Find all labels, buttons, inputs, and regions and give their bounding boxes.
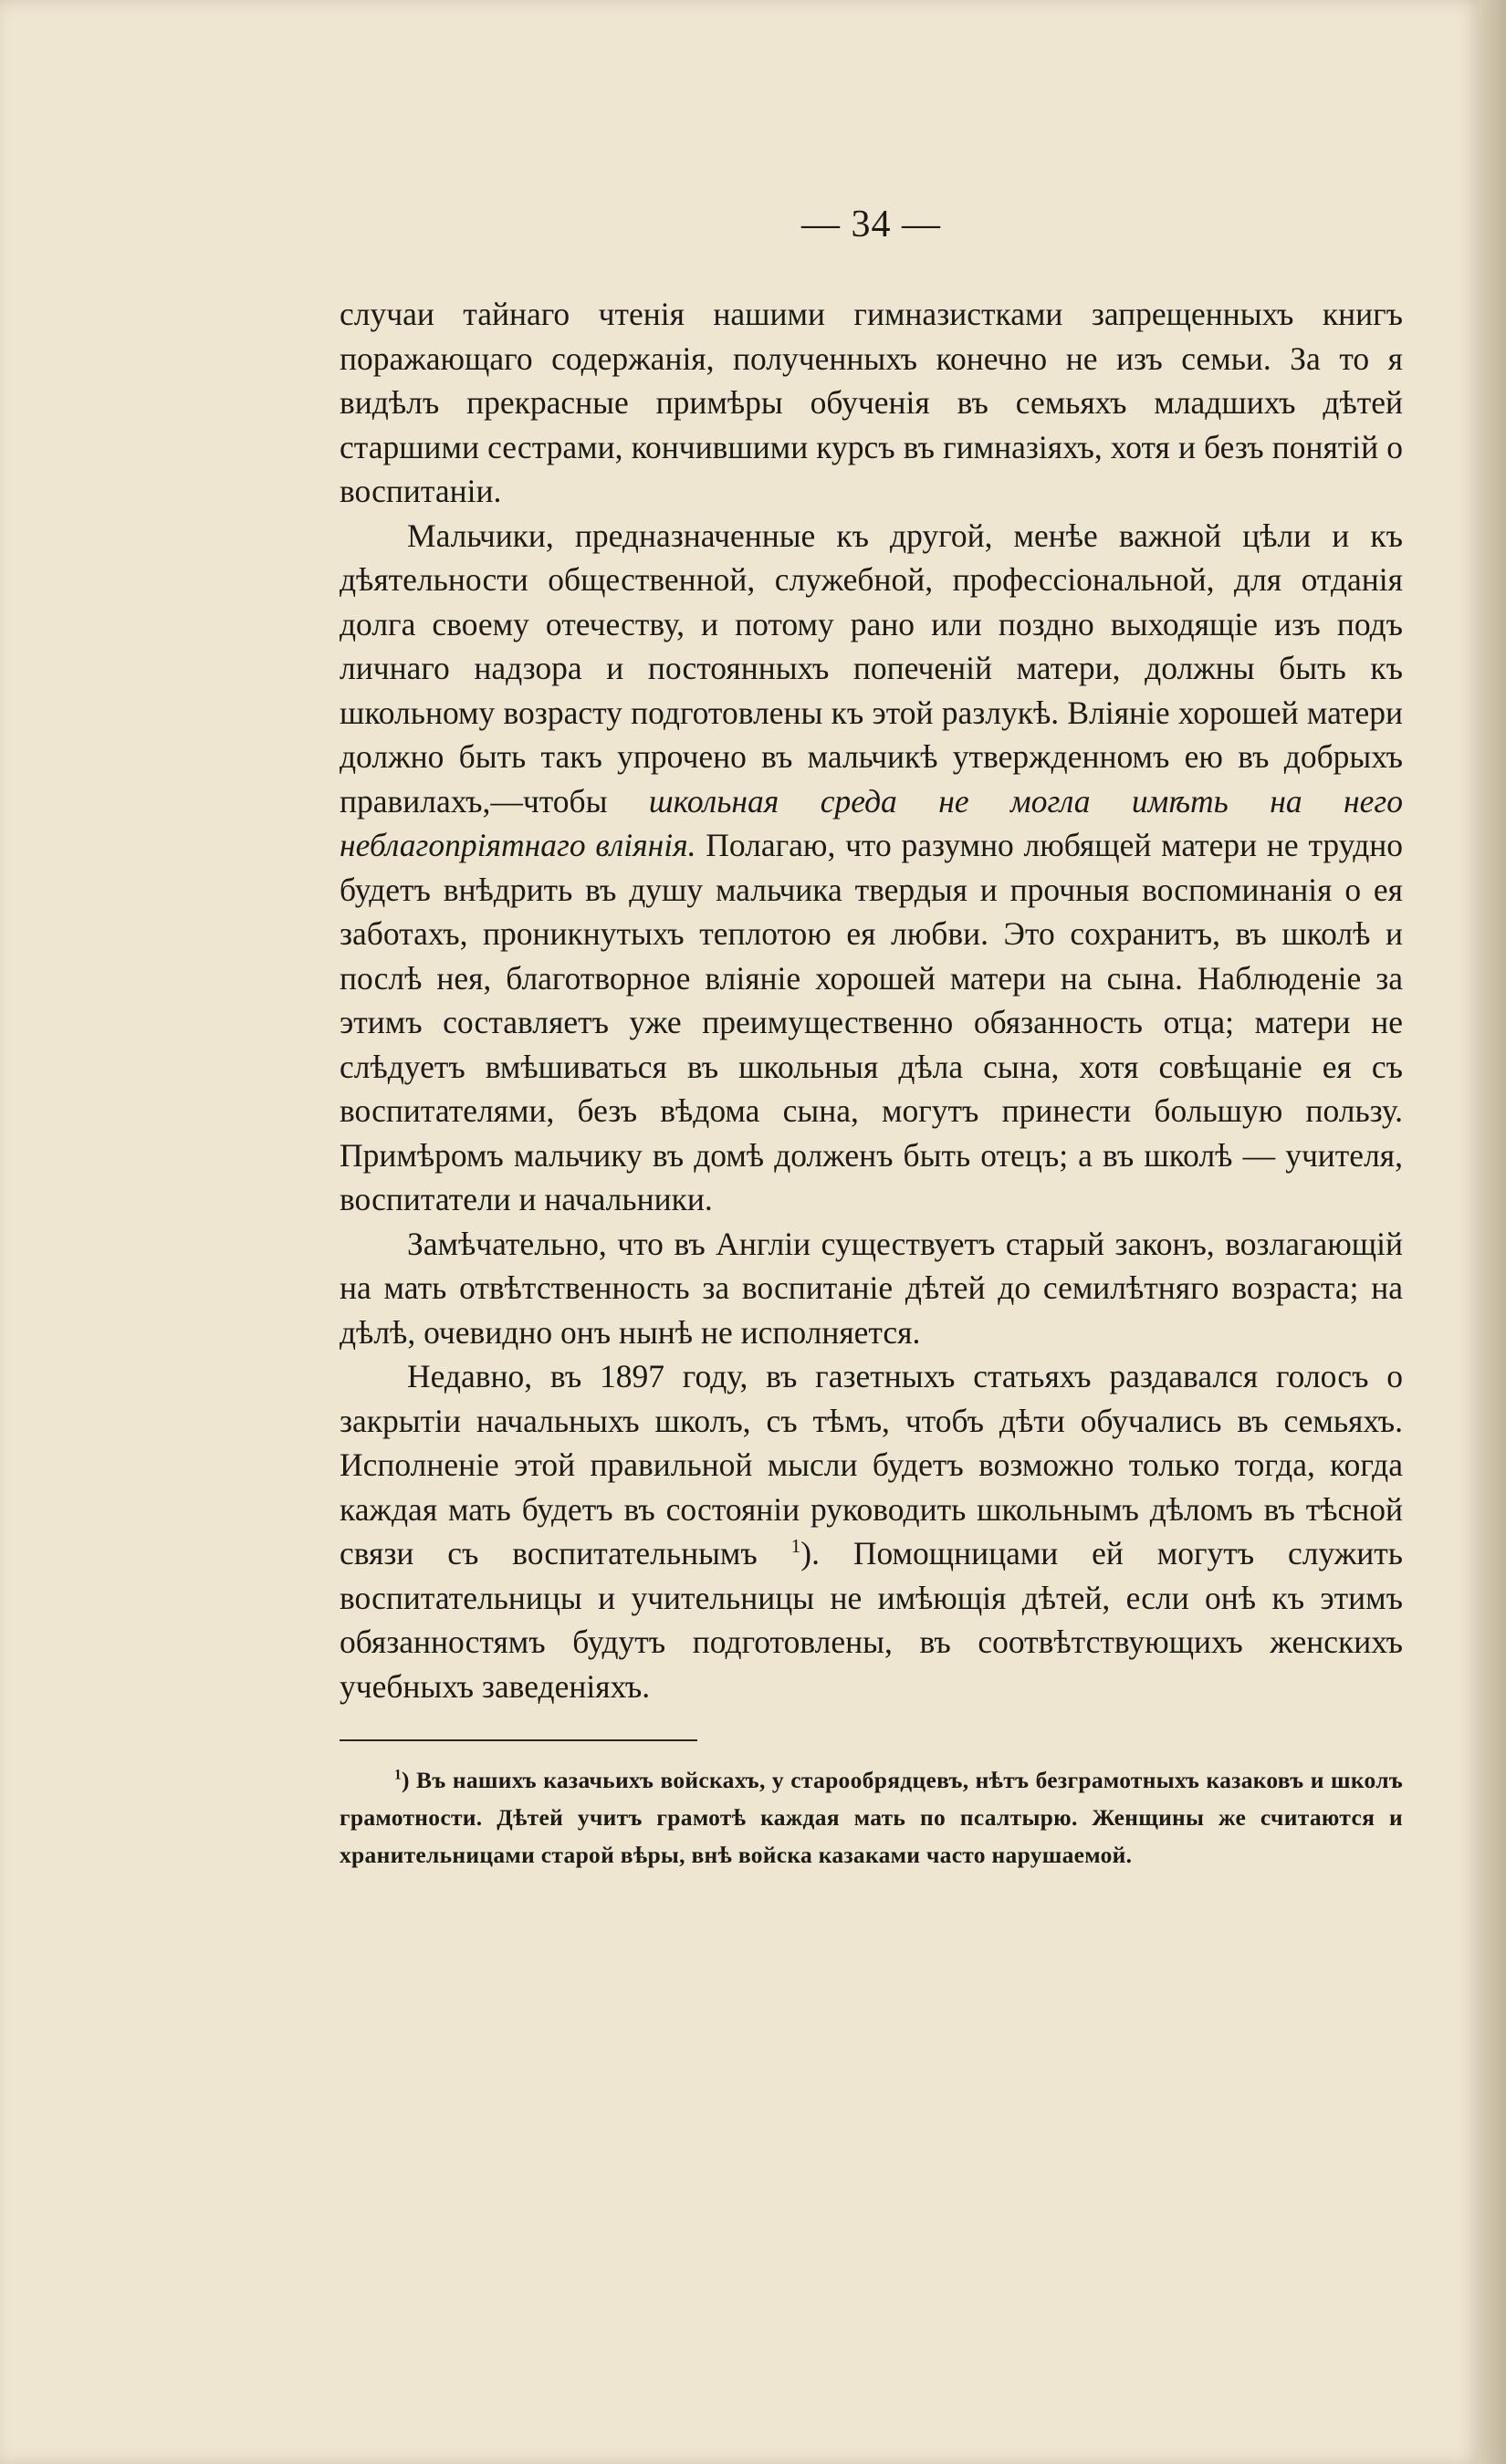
italic-phrase: школьная среда не могла имѣть на него неблагопріятнаго вліянія. (340, 782, 1403, 863)
text-segment: ). Помощницами ей могутъ служить воспитательницы и учительницы не имѣющія дѣтей, если онѣ къ этимъ обязанностямъ будутъ подготовлены, въ соотвѣтствующихъ женскихъ учебныхъ заведеніяхъ. (340, 1535, 1403, 1705)
body-text (340, 292, 1403, 1708)
paragraph (340, 1222, 1403, 1355)
text-segment: Недавно, въ 1897 году, въ газетныхъ статьяхъ раздавался голосъ о закрытіи начальныхъ школъ, съ тѣмъ, чтобъ дѣти обучались въ семьяхъ. Исполненіе этой правильной мысли будетъ возможно только тогда, когда каждая мать будетъ въ состояніи руководить школьнымъ дѣломъ въ тѣсной связи съ воспитательнымъ (340, 1358, 1403, 1571)
footnote (340, 1761, 1403, 1874)
paragraph (340, 514, 1403, 1222)
footnotes (340, 1761, 1403, 1874)
paragraph (340, 292, 1403, 514)
footnote-mark: 1 (394, 1767, 402, 1783)
text-segment: случаи тайнаго чтенія нашими гимназистками запрещенныхъ книгъ поражающаго содержанія, полученныхъ конечно не изъ семьи. За то я видѣлъ прекрасные примѣры обученія въ семьяхъ младшихъ дѣтей старшими сестрами, кончившими курсъ въ гимназіяхъ, хотя и безъ понятій о воспитаніи. (340, 296, 1403, 509)
footnote-text: ) Въ нашихъ казачьихъ войскахъ, у старообрядцевъ, нѣтъ безграмотныхъ казаковъ и школъ грамотности. Дѣтей учитъ грамотѣ каждая мать по псалтырю. Женщины же считаются и хранительницами старой вѣры, внѣ войска казаками часто нарушаемой. (340, 1767, 1403, 1868)
page-content (340, 203, 1403, 1874)
text-segment: Мальчики, предназначенные къ другой, менѣе важной цѣли и къ дѣятельности общественной, служебной, профессіональной, для отданія долга своему отечеству, и потому рано или поздно выходящіе изъ подъ личнаго надзора и постоянныхъ попеченій матери, должны быть къ школьному возрасту подготовлены къ этой разлукѣ. Вліяніе хорошей матери должно быть такъ упрочено въ мальчикѣ утвержденномъ ею въ добрыхъ правилахъ,—чтобы (340, 517, 1403, 820)
footnote-reference: 1 (790, 1535, 801, 1558)
page-number: — 34 — (801, 204, 941, 245)
page-edge (1479, 0, 1506, 2464)
footnote-separator (340, 1739, 697, 1741)
paragraph (340, 1354, 1403, 1708)
text-segment: Замѣчательно, что въ Англіи существуетъ старый законъ, возлагающій на мать отвѣтственность за воспитаніе дѣтей до семилѣтняго возраста; на дѣлѣ, очевидно онъ нынѣ не исполняется. (340, 1225, 1403, 1351)
text-segment: Полагаю, что разумно любящей матери не трудно будетъ внѣдрить въ душу мальчика твердыя и прочныя воспоминанія о ея заботахъ, проникнутыхъ теплотою ея любви. Это сохранитъ, въ школѣ и послѣ нея, благотворное вліяніе хорошей матери на сына. Наблюденіе за этимъ составляетъ уже преимущественно обязанность отца; матери не слѣдуетъ вмѣшиваться въ школьныя дѣла сына, хотя совѣщаніе ея съ воспитателями, безъ вѣдома сына, могутъ принести большую пользу. Примѣромъ мальчику въ домѣ долженъ быть отецъ; а въ школѣ — учителя, воспитатели и начальники. (340, 827, 1403, 1217)
